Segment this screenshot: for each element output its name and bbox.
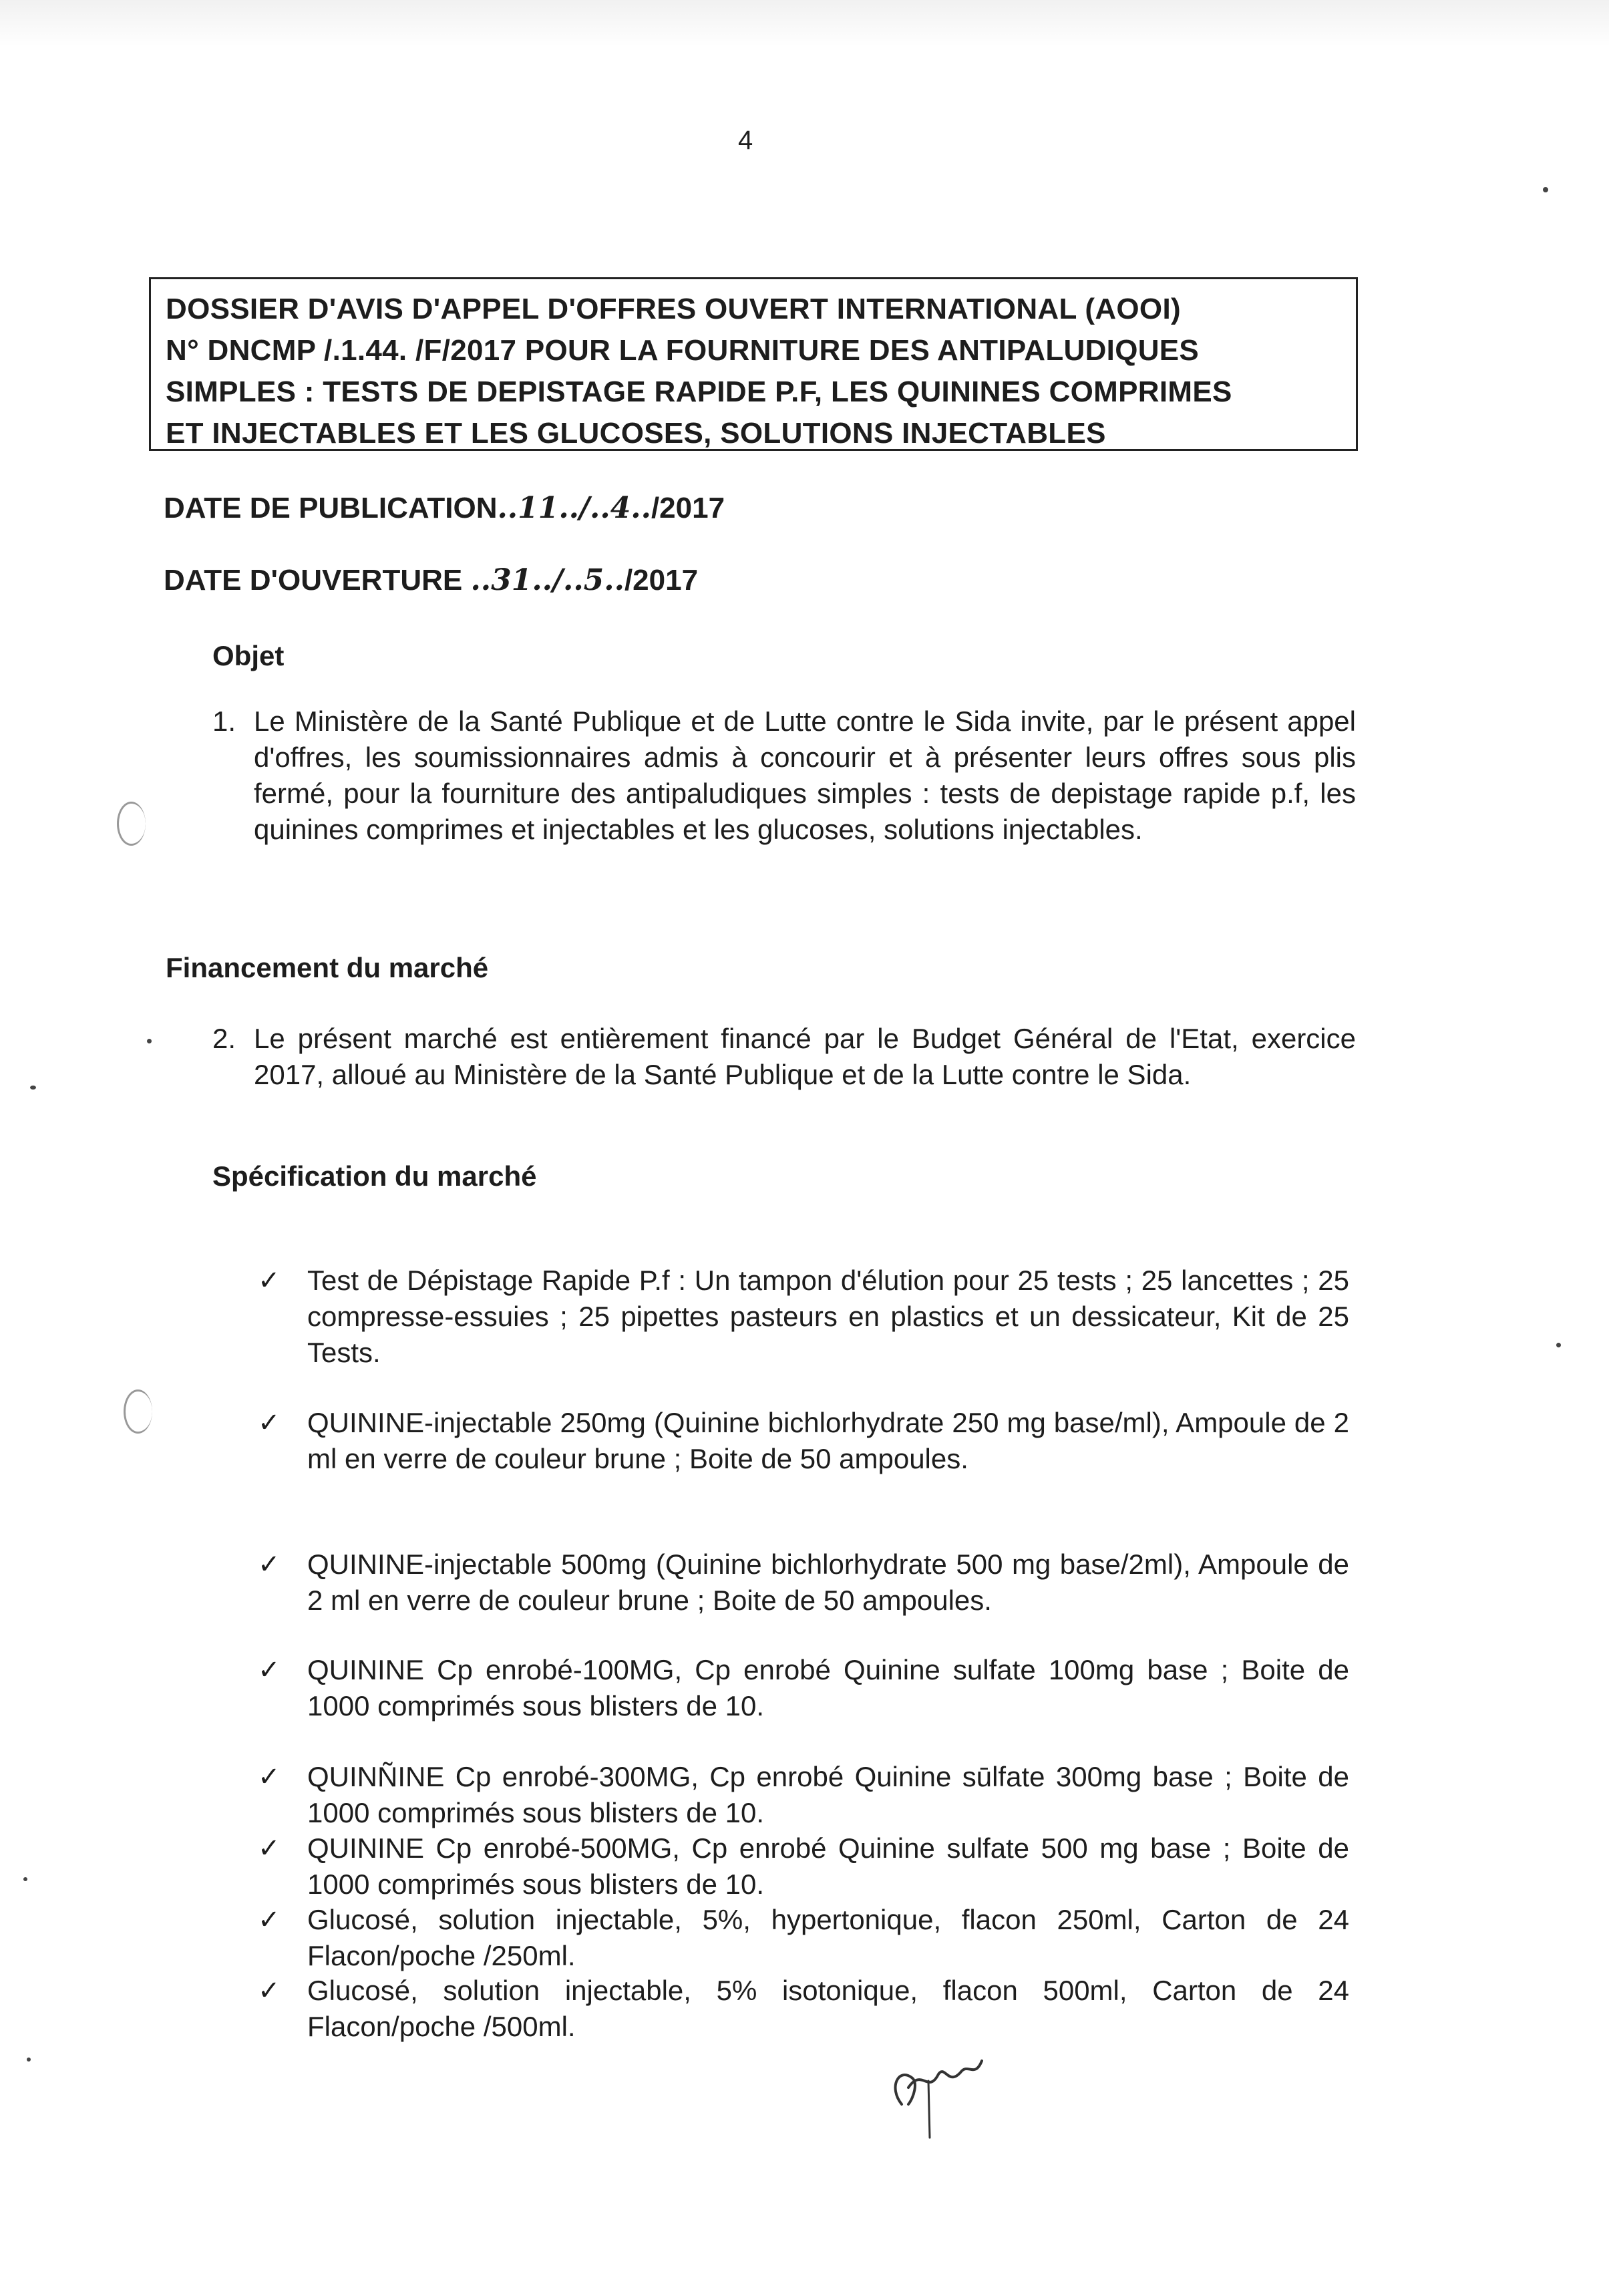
opening-date-year: /2017	[624, 564, 699, 597]
financement-number: 2.	[212, 1023, 236, 1054]
spec-item-text: QUININE-injectable 500mg (Quinine bichlorhydrate 500 mg base/2ml), Ampoule de 2 ml en verre de couleur brune ; Boite de 50 ampoules.	[307, 1548, 1349, 1616]
spec-item-text: Glucosé, solution injectable, 5% isotonique, flacon 500ml, Carton de 24 Flacon/poche /500ml.	[307, 1975, 1349, 2042]
specification-heading: Spécification du marché	[212, 1160, 537, 1192]
scan-speck	[1543, 187, 1548, 192]
checkmark-icon: ✓	[258, 1905, 281, 1935]
objet-heading: Objet	[212, 640, 285, 671]
scan-artifact-mark	[124, 1389, 152, 1434]
financement-heading: Financement du marché	[166, 952, 489, 983]
title-line-4: ET INJECTABLES ET LES GLUCOSES, SOLUTIONS INJECTABLES	[166, 417, 1106, 450]
opening-date-day: ..31..	[470, 563, 552, 597]
page-number: 4	[738, 126, 753, 155]
checkmark-icon: ✓	[258, 1975, 281, 2006]
checkmark-icon: ✓	[258, 1655, 281, 1685]
publication-date-year: /2017	[651, 492, 725, 524]
publication-date-day: ..11..	[497, 491, 579, 525]
title-line-1: DOSSIER D'AVIS D'APPEL D'OFFRES OUVERT INTERNATIONAL (AOOI)	[166, 293, 1181, 325]
objet-number: 1.	[212, 705, 236, 737]
opening-date-label: DATE D'OUVERTURE	[164, 564, 463, 597]
checkmark-icon: ✓	[258, 1265, 281, 1296]
opening-date-month: /..5..	[552, 563, 624, 597]
scan-speck	[23, 1877, 27, 1881]
spec-item-text: QUININE Cp enrobé-500MG, Cp enrobé Quinine sulfate 500 mg base ; Boite de 1000 comprimés sous blisters de 10.	[307, 1832, 1349, 1900]
spec-item-text: Glucosé, solution injectable, 5%, hypertonique, flacon 250ml, Carton de 24 Flacon/poche /250ml.	[307, 1904, 1349, 1971]
checkmark-icon: ✓	[258, 1549, 281, 1580]
scan-speck	[1556, 1343, 1561, 1347]
publication-date-month: /..4..	[578, 491, 651, 525]
scan-speck	[27, 2058, 31, 2062]
financement-text: Le présent marché est entièrement financé par le Budget Général de l'Etat, exercice 2017, alloué au Ministère de la Santé Publique et de la Lutte contre le Sida.	[254, 1023, 1356, 1090]
title-line-2: N° DNCMP /.1.44. /F/2017 POUR LA FOURNITURE DES ANTIPALUDIQUES	[166, 334, 1200, 367]
opening-date	[164, 563, 698, 597]
checkmark-icon: ✓	[258, 1408, 281, 1438]
spec-item-text: QUINÑINE Cp enrobé-300MG, Cp enrobé Quinine sūlfate 300mg base ; Boite de 1000 comprimés sous blisters de 10.	[307, 1761, 1349, 1828]
title-line-3: SIMPLES : TESTS DE DEPISTAGE RAPIDE P.F, LES QUININES COMPRIMES	[166, 375, 1232, 408]
scan-speck	[147, 1039, 152, 1043]
checkmark-icon: ✓	[258, 1833, 281, 1864]
checkmark-icon: ✓	[258, 1762, 281, 1792]
objet-text: Le Ministère de la Santé Publique et de Lutte contre le Sida invite, par le présent appel d'offres, les soumissionnaires admis à concourir et à présenter leurs offres sous plis fermé, pour la fourniture des antipaludiques simples : tests de depistage rapide p.f, les quinines comprimes et injectables et les glucoses, solutions injectables.	[254, 705, 1356, 845]
scan-speck	[30, 1086, 36, 1090]
handwritten-signature	[882, 2041, 1002, 2141]
scan-top-shadow	[0, 0, 1609, 47]
spec-item-text: QUININE Cp enrobé-100MG, Cp enrobé Quinine sulfate 100mg base ; Boite de 1000 comprimés sous blisters de 10.	[307, 1654, 1349, 1721]
publication-date	[164, 491, 725, 525]
spec-item-text: QUININE-injectable 250mg (Quinine bichlorhydrate 250 mg base/ml), Ampoule de 2 ml en verre de couleur brune ; Boite de 50 ampoules.	[307, 1407, 1349, 1474]
publication-date-label: DATE DE PUBLICATION	[164, 492, 498, 524]
spec-item-text: Test de Dépistage Rapide P.f : Un tampon d'élution pour 25 tests ; 25 lancettes ; 25 compresse-essuies ; 25 pipettes pasteurs en plastics et un dessicateur, Kit de 25 Tests.	[307, 1265, 1349, 1368]
document-title-box	[149, 277, 1358, 451]
scan-artifact-mark	[117, 802, 146, 846]
